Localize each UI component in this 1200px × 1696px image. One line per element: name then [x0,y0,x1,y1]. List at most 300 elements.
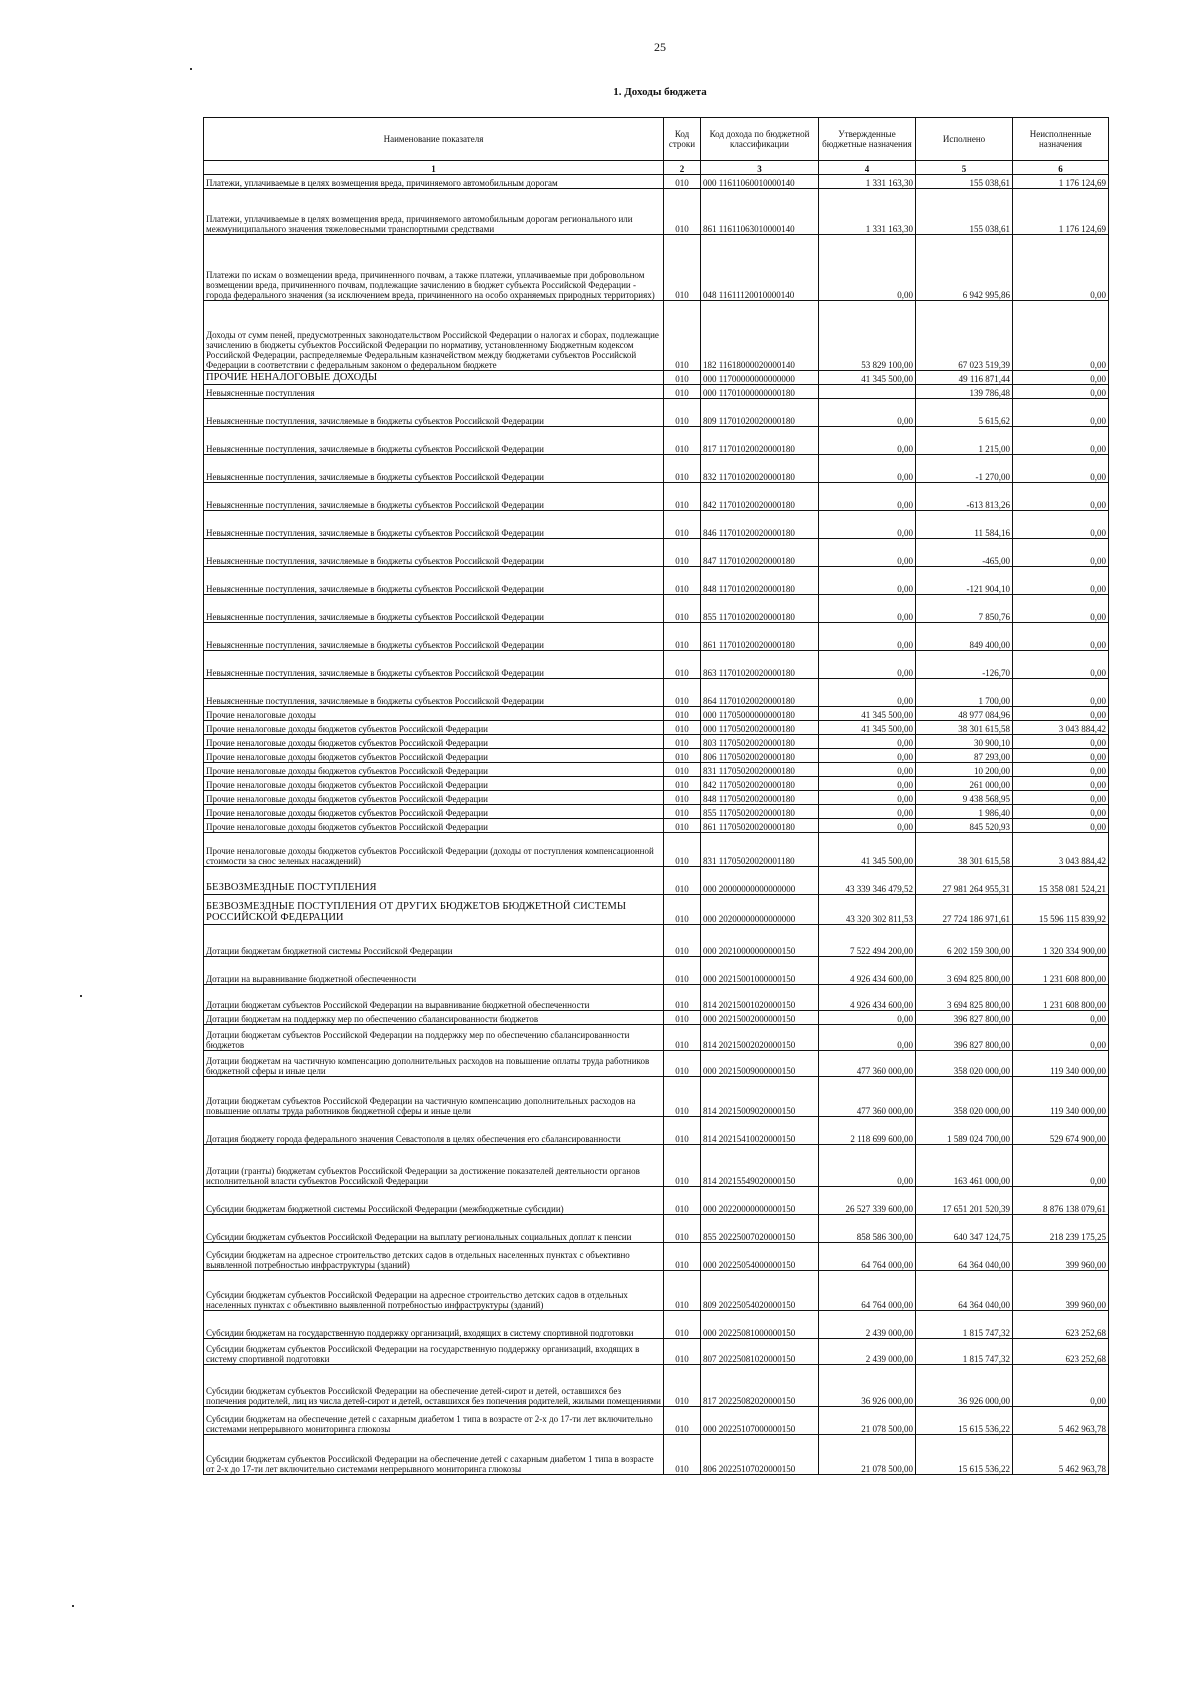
column-number: 3 [701,161,819,175]
row-name: Субсидии бюджетам на обеспечение детей с сахарным диабетом 1 типа в возрасте от 2-х до 17-ти лет включительно системами непрерывного мониторинга глюкозы [204,1407,664,1435]
row-code: 010 [664,749,701,763]
row-classification-code: 842 11705020020000180 [701,777,819,791]
row-unexecuted: 623 252,68 [1013,1311,1109,1339]
row-code: 010 [664,1215,701,1243]
row-name: Платежи по искам о возмещении вреда, причиненного почвам, а также платежи, уплачиваемые при добровольном возмещении вреда, причиненного почвам, подлежащие зачислению в бюджет субъекта Российской Федерации - города федерального значения (за исключением вреда, причиненного на особо охраняемых природных территориях) [204,235,664,301]
row-name: Невыясненные поступления, зачисляемые в бюджеты субъектов Российской Федерации [204,511,664,539]
table-row [204,175,1109,189]
row-name: Невыясненные поступления, зачисляемые в бюджеты субъектов Российской Федерации [204,623,664,651]
row-classification-code: 000 11705000000000180 [701,707,819,721]
row-name: Прочие неналоговые доходы [204,707,664,721]
row-unexecuted: 0,00 [1013,1365,1109,1407]
scan-speck [80,995,82,997]
row-name: Невыясненные поступления, зачисляемые в бюджеты субъектов Российской Федерации [204,595,664,623]
row-unexecuted: 0,00 [1013,511,1109,539]
row-code: 010 [664,1077,701,1117]
row-approved: 477 360 000,00 [819,1077,916,1117]
page-number: 25 [654,40,666,54]
row-approved: 43 339 346 479,52 [819,867,916,895]
row-name: Дотации бюджетам на поддержку мер по обеспечению сбалансированности бюджетов [204,1011,664,1025]
row-executed: 38 301 615,58 [916,721,1013,735]
table-row [204,1365,1109,1407]
row-name: Невыясненные поступления, зачисляемые в бюджеты субъектов Российской Федерации [204,679,664,707]
row-classification-code: 814 20215410020000150 [701,1117,819,1145]
row-code: 010 [664,763,701,777]
row-code: 010 [664,399,701,427]
row-approved: 4 926 434 600,00 [819,957,916,985]
row-approved: 2 118 699 600,00 [819,1117,916,1145]
row-unexecuted: 5 462 963,78 [1013,1407,1109,1435]
row-approved: 0,00 [819,735,916,749]
row-classification-code: 814 20215549020000150 [701,1145,819,1187]
row-executed: 5 615,62 [916,399,1013,427]
row-code: 010 [664,301,701,371]
row-executed: 163 461 000,00 [916,1145,1013,1187]
table-row [204,1271,1109,1311]
row-executed: 358 020 000,00 [916,1077,1013,1117]
row-approved: 0,00 [819,763,916,777]
row-code: 010 [664,427,701,455]
row-name: Прочие неналоговые доходы бюджетов субъектов Российской Федерации [204,819,664,833]
row-classification-code: 806 11705020020000180 [701,749,819,763]
table-row [204,895,1109,925]
row-code: 010 [664,1145,701,1187]
row-executed: 87 293,00 [916,749,1013,763]
row-approved: 0,00 [819,567,916,595]
column-header: Исполнено [916,118,1013,161]
table-row [204,1011,1109,1025]
row-unexecuted: 0,00 [1013,301,1109,371]
column-number: 5 [916,161,1013,175]
row-approved: 41 345 500,00 [819,833,916,867]
row-classification-code: 861 11611063010000140 [701,189,819,235]
table-row [204,1243,1109,1271]
row-unexecuted: 623 252,68 [1013,1339,1109,1365]
row-approved: 0,00 [819,455,916,483]
row-name: Субсидии бюджетам на адресное строительство детских садов в отдельных населенных пунктах с объективно выявленной потребностью инфраструктуры (зданий) [204,1243,664,1271]
row-approved: 64 764 000,00 [819,1271,916,1311]
table-row [204,957,1109,985]
table-row [204,833,1109,867]
row-name: Субсидии бюджетам субъектов Российской Федерации на обеспечение детей с сахарным диабетом 1 типа в возрасте от 2-х до 17-ти лет включительно системами непрерывного мониторинга глюкозы [204,1435,664,1475]
row-unexecuted: 0,00 [1013,707,1109,721]
scan-speck [72,1605,74,1607]
row-name: Невыясненные поступления, зачисляемые в бюджеты субъектов Российской Федерации [204,399,664,427]
row-classification-code: 182 11618000020000140 [701,301,819,371]
row-classification-code: 864 11701020020000180 [701,679,819,707]
table-row [204,399,1109,427]
row-code: 010 [664,925,701,957]
table-row [204,707,1109,721]
table-row [204,595,1109,623]
table-row [204,1025,1109,1051]
row-approved: 477 360 000,00 [819,1051,916,1077]
row-code: 010 [664,371,701,385]
row-executed: 9 438 568,95 [916,791,1013,805]
table-row [204,371,1109,385]
table-row [204,925,1109,957]
row-approved: 0,00 [819,623,916,651]
row-classification-code: 807 20225081020000150 [701,1339,819,1365]
row-classification-code: 809 20225054020000150 [701,1271,819,1311]
row-name: Доходы от сумм пеней, предусмотренных законодательством Российской Федерации о налогах и сборах, подлежащие зачислению в бюджеты субъектов Российской Федерации по нормативу, установленному Бюджетным кодексом Российской Федерации, распределяемые Федеральным казначейством между бюджетами субъектов Российской Федерации в соответствии с федеральным законом о федеральном бюджете [204,301,664,371]
row-classification-code: 861 11705020020000180 [701,819,819,833]
row-unexecuted: 0,00 [1013,371,1109,385]
row-code: 010 [664,1271,701,1311]
row-approved: 36 926 000,00 [819,1365,916,1407]
row-code: 010 [664,805,701,819]
row-executed: -613 813,26 [916,483,1013,511]
row-classification-code: 809 11701020020000180 [701,399,819,427]
row-unexecuted: 0,00 [1013,235,1109,301]
row-classification-code: 817 11701020020000180 [701,427,819,455]
row-code: 010 [664,1339,701,1365]
row-code: 010 [664,595,701,623]
row-approved: 0,00 [819,1145,916,1187]
table-row [204,777,1109,791]
row-name: ПРОЧИЕ НЕНАЛОГОВЫЕ ДОХОДЫ [204,371,664,385]
row-name: Субсидии бюджетам субъектов Российской Федерации на адресное строительство детских садов в отдельных населенных пунктах с объективно выявленной потребностью инфраструктуры (зданий) [204,1271,664,1311]
row-unexecuted: 1 231 608 800,00 [1013,985,1109,1011]
column-number-row [204,161,1109,175]
row-executed: 1 215,00 [916,427,1013,455]
row-approved [819,385,916,399]
row-code: 010 [664,867,701,895]
row-approved: 7 522 494 200,00 [819,925,916,957]
row-classification-code: 000 20220000000000150 [701,1187,819,1215]
row-executed: 155 038,61 [916,189,1013,235]
table-row [204,539,1109,567]
row-code: 010 [664,483,701,511]
row-code: 010 [664,679,701,707]
row-classification-code: 814 20215002020000150 [701,1025,819,1051]
row-executed: -1 270,00 [916,455,1013,483]
row-classification-code: 000 20200000000000000 [701,895,819,925]
row-name: Платежи, уплачиваемые в целях возмещения вреда, причиняемого автомобильным дорогам [204,175,664,189]
row-classification-code: 817 20225082020000150 [701,1365,819,1407]
row-code: 010 [664,539,701,567]
table-row [204,679,1109,707]
row-unexecuted: 0,00 [1013,385,1109,399]
row-code: 010 [664,957,701,985]
row-unexecuted: 119 340 000,00 [1013,1051,1109,1077]
column-number: 4 [819,161,916,175]
row-unexecuted: 119 340 000,00 [1013,1077,1109,1117]
row-unexecuted: 0,00 [1013,1025,1109,1051]
row-unexecuted: 0,00 [1013,539,1109,567]
row-approved: 43 320 302 811,53 [819,895,916,925]
row-classification-code: 855 11705020020000180 [701,805,819,819]
row-executed: 36 926 000,00 [916,1365,1013,1407]
row-code: 010 [664,833,701,867]
row-unexecuted: 399 960,00 [1013,1271,1109,1311]
row-approved: 2 439 000,00 [819,1311,916,1339]
row-executed: 48 977 084,96 [916,707,1013,721]
row-unexecuted: 0,00 [1013,1145,1109,1187]
row-executed: -121 904,10 [916,567,1013,595]
row-executed: 358 020 000,00 [916,1051,1013,1077]
row-approved: 0,00 [819,1011,916,1025]
row-executed: 27 724 186 971,61 [916,895,1013,925]
row-executed: 3 694 825 800,00 [916,957,1013,985]
row-code: 010 [664,791,701,805]
table-row [204,301,1109,371]
row-classification-code: 831 11705020020001180 [701,833,819,867]
row-unexecuted: 1 231 608 800,00 [1013,957,1109,985]
row-executed: 17 651 201 520,39 [916,1187,1013,1215]
row-classification-code: 000 20225107000000150 [701,1407,819,1435]
row-unexecuted: 1 176 124,69 [1013,175,1109,189]
row-unexecuted: 0,00 [1013,1011,1109,1025]
row-code: 010 [664,721,701,735]
table-row [204,385,1109,399]
row-classification-code: 846 11701020020000180 [701,511,819,539]
row-name: Дотации бюджетам субъектов Российской Федерации на частичную компенсацию дополнительных расходов на повышение оплаты труда работников бюджетной сферы и иные цели [204,1077,664,1117]
row-classification-code: 000 20215002000000150 [701,1011,819,1025]
row-approved: 41 345 500,00 [819,371,916,385]
row-classification-code: 861 11701020020000180 [701,623,819,651]
row-executed: 7 850,76 [916,595,1013,623]
row-classification-code: 048 11611120010000140 [701,235,819,301]
row-classification-code: 000 20210000000000150 [701,925,819,957]
row-classification-code: 842 11701020020000180 [701,483,819,511]
table-row [204,791,1109,805]
table-row [204,1145,1109,1187]
row-name: Прочие неналоговые доходы бюджетов субъектов Российской Федерации [204,777,664,791]
row-classification-code: 855 20225007020000150 [701,1215,819,1243]
column-number: 6 [1013,161,1109,175]
row-code: 010 [664,1187,701,1215]
row-unexecuted: 0,00 [1013,679,1109,707]
row-code: 010 [664,511,701,539]
row-approved: 0,00 [819,805,916,819]
row-classification-code: 000 20215001000000150 [701,957,819,985]
row-approved: 0,00 [819,539,916,567]
row-unexecuted: 0,00 [1013,427,1109,455]
row-classification-code: 000 11700000000000000 [701,371,819,385]
row-code: 010 [664,707,701,721]
row-name: Дотации бюджетам субъектов Российской Федерации на поддержку мер по обеспечению сбалансированности бюджетов [204,1025,664,1051]
table-row [204,235,1109,301]
row-classification-code: 000 20215009000000150 [701,1051,819,1077]
row-code: 010 [664,985,701,1011]
row-classification-code: 000 20000000000000000 [701,867,819,895]
row-code: 010 [664,189,701,235]
row-approved: 53 829 100,00 [819,301,916,371]
row-code: 010 [664,1243,701,1271]
row-code: 010 [664,651,701,679]
row-classification-code: 855 11701020020000180 [701,595,819,623]
row-code: 010 [664,895,701,925]
row-unexecuted: 0,00 [1013,623,1109,651]
row-name: Дотации на выравнивание бюджетной обеспеченности [204,957,664,985]
row-name: Субсидии бюджетам субъектов Российской Федерации на обеспечение детей-сирот и детей, оставшихся без попечения родителей, лиц из числа детей-сирот и детей, оставшихся без попечения родителей, жилыми помещениями [204,1365,664,1407]
row-name: БЕЗВОЗМЕЗДНЫЕ ПОСТУПЛЕНИЯ [204,867,664,895]
column-header: Неисполненные назначения [1013,118,1109,161]
row-approved: 0,00 [819,819,916,833]
row-code: 010 [664,385,701,399]
row-classification-code: 832 11701020020000180 [701,455,819,483]
row-executed: 10 200,00 [916,763,1013,777]
table-row [204,763,1109,777]
row-unexecuted: 0,00 [1013,749,1109,763]
row-executed: 396 827 800,00 [916,1011,1013,1025]
table-row [204,1311,1109,1339]
row-executed: 396 827 800,00 [916,1025,1013,1051]
row-name: Дотации бюджетам бюджетной системы Российской Федерации [204,925,664,957]
row-approved: 26 527 339 600,00 [819,1187,916,1215]
row-name: Прочие неналоговые доходы бюджетов субъектов Российской Федерации [204,805,664,819]
row-classification-code: 814 20215009020000150 [701,1077,819,1117]
row-executed: 640 347 124,75 [916,1215,1013,1243]
row-name: Субсидии бюджетам субъектов Российской Федерации на государственную поддержку организаций, входящих в систему спортивной подготовки [204,1339,664,1365]
row-executed: 139 786,48 [916,385,1013,399]
column-header: Код дохода по бюджетной классификации [701,118,819,161]
row-name: Дотация бюджету города федерального значения Севастополя в целях обеспечения его сбалансированности [204,1117,664,1145]
table-row [204,749,1109,763]
row-executed: 1 815 747,32 [916,1339,1013,1365]
row-executed: 64 364 040,00 [916,1243,1013,1271]
row-executed: 155 038,61 [916,175,1013,189]
page-title: 1. Доходы бюджета [613,86,707,98]
row-unexecuted: 529 674 900,00 [1013,1117,1109,1145]
row-executed: 845 520,93 [916,819,1013,833]
row-unexecuted: 399 960,00 [1013,1243,1109,1271]
row-unexecuted: 0,00 [1013,651,1109,679]
row-classification-code: 863 11701020020000180 [701,651,819,679]
column-number: 2 [664,161,701,175]
row-approved: 0,00 [819,1025,916,1051]
row-code: 010 [664,819,701,833]
table-row [204,1077,1109,1117]
row-executed: 849 400,00 [916,623,1013,651]
row-approved: 1 331 163,30 [819,175,916,189]
row-approved: 0,00 [819,679,916,707]
row-classification-code: 848 11701020020000180 [701,567,819,595]
row-name: Прочие неналоговые доходы бюджетов субъектов Российской Федерации [204,791,664,805]
row-name: Дотации (гранты) бюджетам субъектов Российской Федерации за достижение показателей деятельности органов исполнительной власти субъектов Российской Федерации [204,1145,664,1187]
row-name: Субсидии бюджетам бюджетной системы Российской Федерации (межбюджетные субсидии) [204,1187,664,1215]
row-approved: 64 764 000,00 [819,1243,916,1271]
row-code: 010 [664,777,701,791]
row-approved: 21 078 500,00 [819,1435,916,1475]
row-approved: 2 439 000,00 [819,1339,916,1365]
row-approved: 0,00 [819,791,916,805]
row-name: Невыясненные поступления, зачисляемые в бюджеты субъектов Российской Федерации [204,455,664,483]
row-name: Прочие неналоговые доходы бюджетов субъектов Российской Федерации [204,721,664,735]
row-unexecuted: 218 239 175,25 [1013,1215,1109,1243]
row-unexecuted: 0,00 [1013,763,1109,777]
row-approved: 0,00 [819,511,916,539]
row-classification-code: 000 11705020020000180 [701,721,819,735]
row-unexecuted: 15 596 115 839,92 [1013,895,1109,925]
row-name: Платежи, уплачиваемые в целях возмещения вреда, причиняемого автомобильным дорогам регионального или межмуниципального значения тяжеловесными транспортными средствами [204,189,664,235]
row-classification-code: 806 20225107020000150 [701,1435,819,1475]
table-row [204,567,1109,595]
row-classification-code: 000 11611060010000140 [701,175,819,189]
row-approved: 21 078 500,00 [819,1407,916,1435]
row-unexecuted: 0,00 [1013,399,1109,427]
table-row [204,735,1109,749]
row-code: 010 [664,235,701,301]
table-row [204,1215,1109,1243]
row-unexecuted: 0,00 [1013,595,1109,623]
table-row [204,985,1109,1011]
row-name: Дотации бюджетам субъектов Российской Федерации на выравнивание бюджетной обеспеченности [204,985,664,1011]
row-executed: 67 023 519,39 [916,301,1013,371]
row-classification-code: 814 20215001020000150 [701,985,819,1011]
table-row [204,623,1109,651]
table-row [204,1051,1109,1077]
column-header: Утвержденные бюджетные назначения [819,118,916,161]
table-row [204,455,1109,483]
row-unexecuted: 0,00 [1013,819,1109,833]
row-executed: 3 694 825 800,00 [916,985,1013,1011]
row-approved: 0,00 [819,595,916,623]
row-unexecuted: 3 043 884,42 [1013,833,1109,867]
row-code: 010 [664,455,701,483]
row-classification-code: 000 20225081000000150 [701,1311,819,1339]
table-row [204,1117,1109,1145]
row-name: Невыясненные поступления, зачисляемые в бюджеты субъектов Российской Федерации [204,539,664,567]
row-unexecuted: 0,00 [1013,791,1109,805]
row-unexecuted: 0,00 [1013,735,1109,749]
row-executed: 1 815 747,32 [916,1311,1013,1339]
row-name: Невыясненные поступления, зачисляемые в бюджеты субъектов Российской Федерации [204,651,664,679]
row-name: Субсидии бюджетам субъектов Российской Федерации на выплату региональных социальных доплат к пенсии [204,1215,664,1243]
row-executed: 6 942 995,86 [916,235,1013,301]
table-row [204,483,1109,511]
table-row [204,1407,1109,1435]
row-classification-code: 000 11701000000000180 [701,385,819,399]
row-unexecuted: 5 462 963,78 [1013,1435,1109,1475]
row-executed: 64 364 040,00 [916,1271,1013,1311]
row-classification-code: 847 11701020020000180 [701,539,819,567]
row-executed: 38 301 615,58 [916,833,1013,867]
row-classification-code: 000 20225054000000150 [701,1243,819,1271]
row-code: 010 [664,1435,701,1475]
row-code: 010 [664,623,701,651]
row-executed: 261 000,00 [916,777,1013,791]
table-row [204,1435,1109,1475]
row-unexecuted: 0,00 [1013,805,1109,819]
row-unexecuted: 1 320 334 900,00 [1013,925,1109,957]
table-row [204,189,1109,235]
table-row [204,651,1109,679]
row-approved: 0,00 [819,235,916,301]
row-code: 010 [664,1311,701,1339]
row-name: Прочие неналоговые доходы бюджетов субъектов Российской Федерации [204,749,664,763]
row-classification-code: 848 11705020020000180 [701,791,819,805]
table-row [204,867,1109,895]
row-name: Невыясненные поступления, зачисляемые в бюджеты субъектов Российской Федерации [204,567,664,595]
row-executed: 11 584,16 [916,511,1013,539]
table-row [204,511,1109,539]
row-executed: 1 700,00 [916,679,1013,707]
row-name: Невыясненные поступления [204,385,664,399]
row-code: 010 [664,1117,701,1145]
column-header: Код строки [664,118,701,161]
row-executed: 15 615 536,22 [916,1407,1013,1435]
row-code: 010 [664,1025,701,1051]
row-approved: 41 345 500,00 [819,707,916,721]
row-executed: 15 615 536,22 [916,1435,1013,1475]
row-code: 010 [664,1051,701,1077]
row-approved: 858 586 300,00 [819,1215,916,1243]
row-executed: 1 986,40 [916,805,1013,819]
row-name: Прочие неналоговые доходы бюджетов субъектов Российской Федерации (доходы от поступления компенсационной стоимости за снос зеленых насаждений) [204,833,664,867]
row-name: Прочие неналоговые доходы бюджетов субъектов Российской Федерации [204,735,664,749]
